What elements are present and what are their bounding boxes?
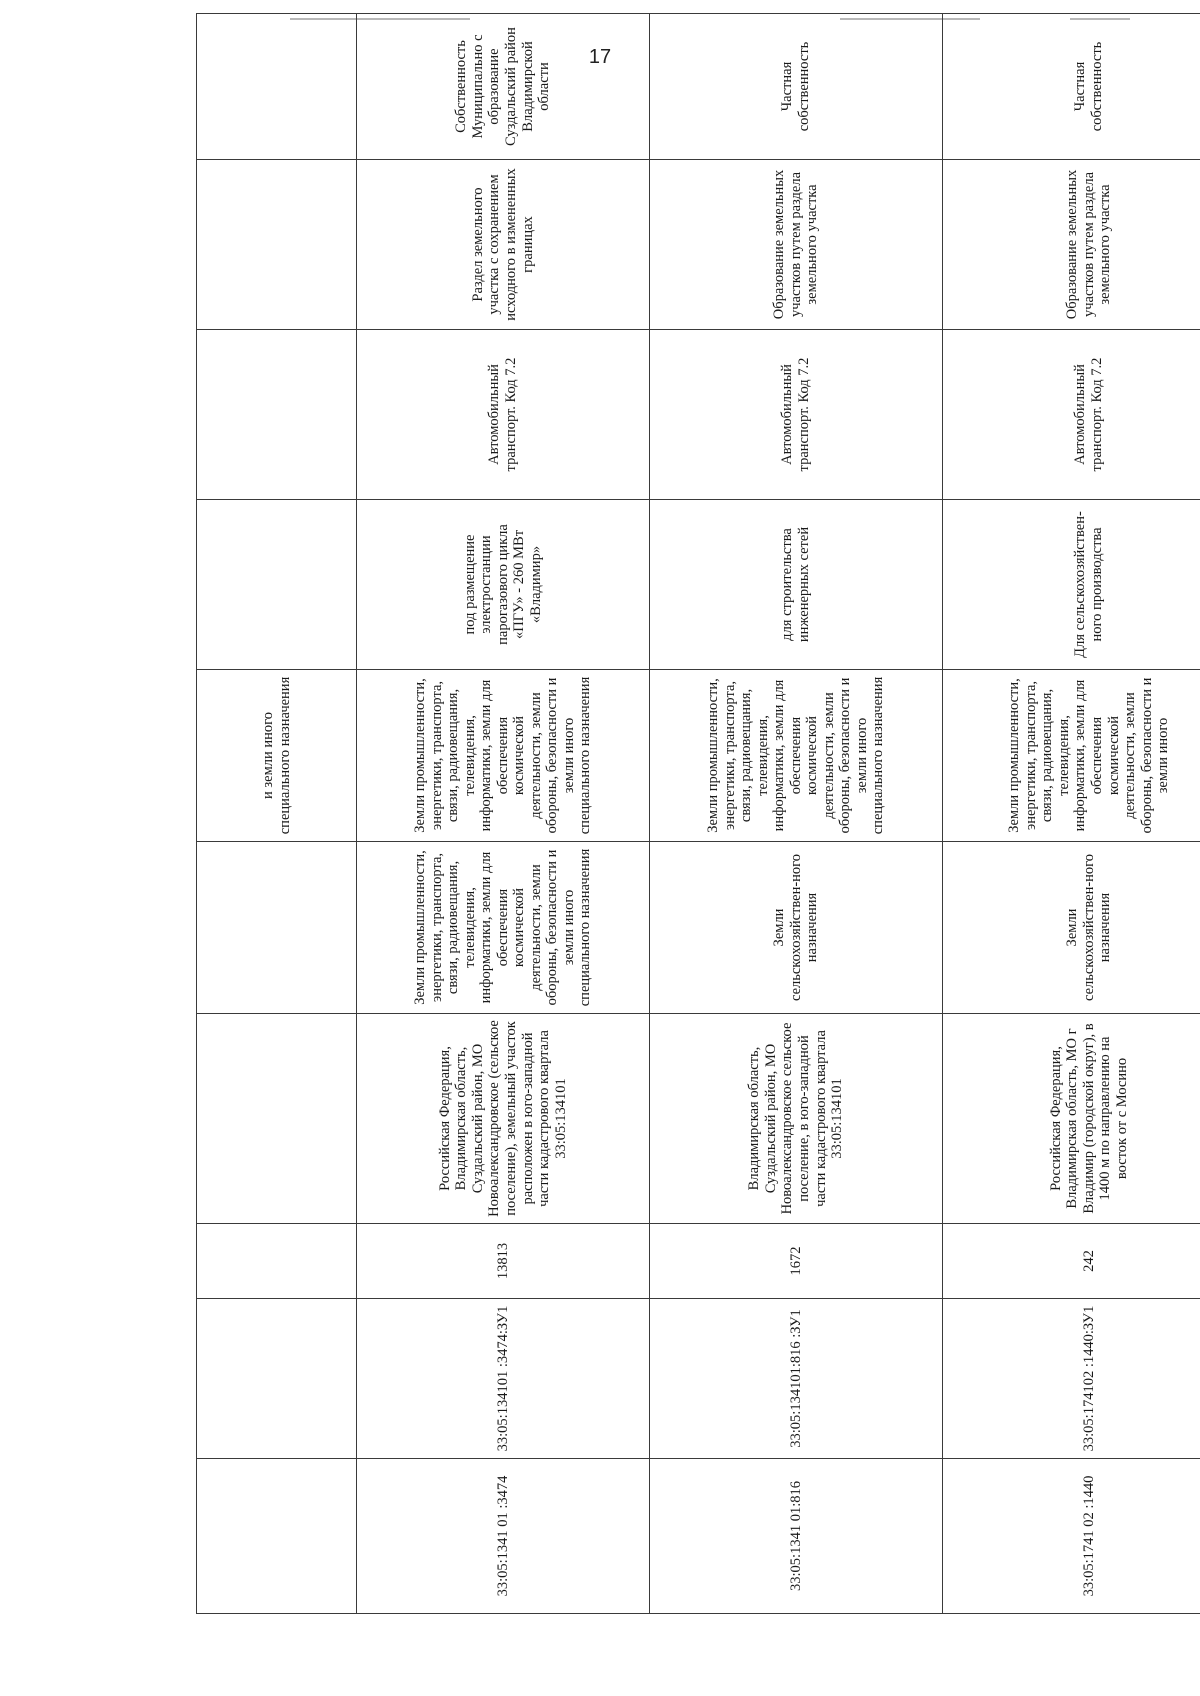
land-plots-table-rotated: [196, 27, 1200, 1614]
land-plots-table: [196, 13, 1200, 1614]
category-continuation-cell: и земли иного специального назначения: [197, 670, 357, 842]
formation-method-cell: Раздел земельного участка с сохранением исходного в измененных границах: [357, 160, 650, 330]
page-number: 17: [588, 46, 612, 68]
category-new-cell: Земли промышленности, энергетики, транспорта, связи, радиовещания, телевидения, информатики, земли для обеспечения космической деятельности, земли обороны, безопасности и земли иного специального назначения: [650, 670, 943, 842]
formation-method-cell: Образование земельных участков путем раздела земельного участка: [650, 160, 943, 330]
cadastral-number-cell: 33:05:1341 01:816: [650, 1459, 943, 1614]
table-row-header-continuation: [197, 14, 357, 1614]
permitted-use-new-cell: Автомобильный транспорт. Код 7.2: [943, 330, 1200, 500]
area-cell: 1672: [650, 1224, 943, 1299]
permitted-use-current-cell: под размещение электростанции парогазового цикла «ПГУ» - 260 МВт «Владимир»: [357, 500, 650, 670]
new-designation-cell: 33:05:134101:816 :ЗУ1: [650, 1299, 943, 1459]
new-designation-cell: 33:05:174102 :1440:ЗУ1: [943, 1299, 1200, 1459]
location-cell: Российская Федерация, Владимирская область, Суздальский район, МО Новоалександровское (сельское поселение), земельный участок расположен в юго-западной части кадастрового квартала 33:05:134101: [357, 1014, 650, 1224]
category-new-cell: Земли промышленности, энергетики, транспорта, связи, радиовещания, телевидения, информатики, земли для обеспечения космической деятельности, земли обороны, безопасности и земли иного специального назначения: [357, 670, 650, 842]
category-new-cell: Земли промышленности, энергетики, транспорта, связи, радиовещания, телевидения, информатики, земли для обеспечения космической деятельности, земли обороны, безопасности и земли иного: [943, 670, 1200, 842]
permitted-use-new-cell: Автомобильный транспорт. Код 7.2: [357, 330, 650, 500]
area-cell: 13813: [357, 1224, 650, 1299]
category-current-cell: Земли сельскохозяйствен-ного назначения: [650, 842, 943, 1014]
table-row: [943, 14, 1200, 1614]
location-cell: Российская Федерация, Владимирская область, МО г Владимир (городской округ), в 1400 м по направлению на восток от с Мосино: [943, 1014, 1200, 1224]
category-current-cell: Земли промышленности, энергетики, транспорта, связи, радиовещания, телевидения, информатики, земли для обеспечения космической деятельности, земли обороны, безопасности и земли иного специального назначения: [357, 842, 650, 1014]
area-cell: 242: [943, 1224, 1200, 1299]
formation-method-cell: Образование земельных участков путем раздела земельного участка: [943, 160, 1200, 330]
permitted-use-current-cell: Для сельскохозяйствен-ного производства: [943, 500, 1200, 670]
table-row: [650, 14, 943, 1614]
permitted-use-current-cell: для строительства инженерных сетей: [650, 500, 943, 670]
ownership-cell: Частная собственность: [943, 14, 1200, 160]
location-cell: Владимирская область, Суздальский район, МО Новоалександровское сельское поселение, в юго-западной части кадастрового квартала 33:05:134101: [650, 1014, 943, 1224]
ownership-cell: Частная собственность: [650, 14, 943, 160]
cadastral-number-cell: 33:05:1741 02 :1440: [943, 1459, 1200, 1614]
new-designation-cell: 33:05:134101 :3474:ЗУ1: [357, 1299, 650, 1459]
table-row: [357, 14, 650, 1614]
cadastral-number-cell: 33:05:1341 01 :3474: [357, 1459, 650, 1614]
land-plots-table-wrapper: [196, 27, 1200, 1614]
permitted-use-new-cell: Автомобильный транспорт. Код 7.2: [650, 330, 943, 500]
category-current-cell: Земли сельскохозяйствен-ного назначения: [943, 842, 1200, 1014]
ownership-cell: Собственность Муниципально с образование Суздальский район Владимирской области: [357, 14, 650, 160]
